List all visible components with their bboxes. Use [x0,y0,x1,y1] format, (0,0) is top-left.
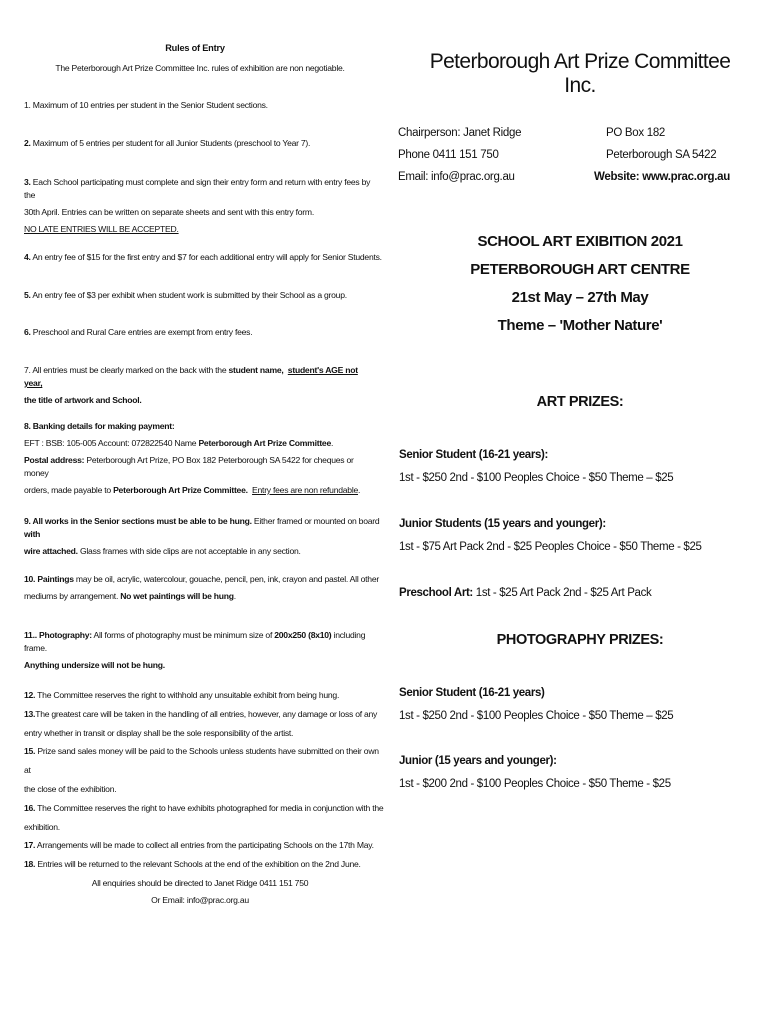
photo-senior-prizes: 1st - $250 2nd - $100 Peoples Choice - $50 Theme – $25 [399,710,674,722]
rule-2-text: Maximum of 5 entries per student for all Junior Students (preschool to Year 7). [30,138,311,148]
rule-16-number: 16. [24,802,36,813]
rule-3-text-c: NO LATE ENTRIES WILL BE ACCEPTED. [24,224,179,234]
rule-4-number: 4. [24,252,31,262]
rule-1: 1. Maximum of 10 entries per student in the Senior Student sections. [24,100,268,110]
rule-8-end: . [358,485,361,495]
enquiries-phone: All enquiries should be directed to Janet Ridge 0411 151 750 [91,878,309,888]
rule-16-text-b: exhibition. [24,821,60,832]
rule-11 [24,629,384,672]
rule-5-text: An entry fee of $3 per exhibit when student work is submitted by their School as a group. [30,290,347,300]
rule-11-text-c: 200x250 (8x10) [274,630,332,640]
art-junior-category: Junior Students (15 years and younger): [399,518,606,530]
photo-junior-prizes: 1st - $200 2nd - $100 Peoples Choice - $50 Theme - $25 [399,778,671,790]
rules-12-18 [24,686,384,874]
rule-15-number: 15. [24,746,36,757]
rule-8-postal-text: Peterborough Art Prize, PO Box 182 Peterborough SA 5422 for cheques or money [24,455,354,478]
contact-right [594,122,730,188]
photo-junior-category: Junior (15 years and younger): [399,755,557,767]
rule-9-text-d: wire attached. [24,546,78,556]
rule-10-text-d: No wet paintings will be hung [120,591,234,601]
rule-10-text-a: 10. Paintings [24,574,74,584]
rule-3-text-a: Each School participating must complete and sign their entry form and return with entry fees by the [24,177,371,200]
photo-junior [399,750,671,796]
preschool-art [399,583,651,601]
photo-senior-category: Senior Student (16-21 years) [399,687,545,699]
rule-10-text-c: mediums by arrangement. [24,591,121,601]
preschool-category: Preschool Art: [399,587,473,599]
rule-6-number: 6. [24,327,31,337]
art-senior [399,444,673,490]
rule-8-orders-name: Peterborough Art Prize Committee. [113,485,248,495]
rule-18 [24,855,384,874]
rule-3 [24,176,374,236]
rule-3-number: 3. [24,177,31,187]
rule-7 [24,364,374,407]
rules-heading: Rules of Entry [165,43,225,53]
rule-11-text-b: All forms of photography must be minimum size of [91,630,275,640]
rule-5-number: 5. [24,290,31,300]
enquiries [40,875,360,909]
exhibition-venue: PETERBOROUGH ART CENTRE [470,261,690,278]
rule-5 [24,289,347,302]
rule-6-text: Preschool and Rural Care entries are exempt from entry fees. [30,327,253,337]
rule-15-text-a: Prize sand sales money will be paid to the Schools unless students have submitted on their own at [24,746,379,776]
rule-17-number: 17. [24,840,36,851]
email: Email: info@prac.org.au [398,171,515,183]
rule-8-banking [24,420,374,497]
photo-prizes-heading: PHOTOGRAPHY PRIZES: [496,632,664,648]
rule-9-text-c: with [24,529,41,539]
art-junior-prizes: 1st - $75 Art Pack 2nd - $25 Peoples Choice - $50 Theme - $25 [399,541,702,553]
rule-16 [24,799,384,818]
rule-8-heading: 8. Banking details for making payment: [24,421,175,431]
rule-13-number: 13. [24,708,36,719]
rule-15 [24,742,384,780]
rules-subheading: The Peterborough Art Prize Committee Inc. rules of exhibition are non negotiable. [55,63,345,73]
photo-senior [399,682,673,728]
exhibition-dates: 21st May – 27th May [511,289,649,306]
rule-12-number: 12. [24,690,36,700]
rule-10 [24,573,384,603]
rule-8-eft-end: . [331,438,334,448]
chairperson: Chairperson: Janet Ridge [398,127,522,139]
po-city: Peterborough SA 5422 [606,149,717,161]
rule-2-number: 2. [24,138,31,148]
rule-7-student-age: student's AGE not year, [24,365,358,388]
rule-7-text-d: the title of artwork and School. [24,395,142,405]
rule-2 [24,137,310,150]
exhibition-title: SCHOOL ART EXIBITION 2021 [477,233,683,250]
rule-9-text-b: Either framed or mounted on board [251,516,380,526]
org-title: Peterborough Art Prize Committee Inc. [429,50,731,97]
rule-17 [24,836,384,855]
art-junior [399,513,702,559]
rule-7-student-name: student name, [228,365,284,375]
rule-4 [24,251,382,264]
po-box: PO Box 182 [606,127,666,139]
preschool-prizes: 1st - $25 Art Pack 2nd - $25 Art Pack [472,587,652,599]
rule-9-text-e: Glass frames with side clips are not acceptable in any section. [77,546,301,556]
rule-8-eft-name: Peterborough Art Prize Committee [198,438,331,448]
rule-13-text-a: The greatest care will be taken in the handling of all entries, however, any damage or loss of any [35,708,378,719]
rule-18-number: 18. [24,859,36,870]
rule-10-text-b: may be oil, acrylic, watercolour, gouache, pencil, pen, ink, crayon and pastel. All other [73,574,379,584]
rule-8-postal-label: Postal address: [24,455,85,465]
rule-16-text-a: The Committee reserves the right to have exhibits photographed for media in conjunction with the [35,802,384,813]
phone: Phone 0411 151 750 [398,149,499,161]
rule-12 [24,686,384,705]
art-senior-category: Senior Student (16-21 years): [399,449,548,461]
art-senior-prizes: 1st - $250 2nd - $100 Peoples Choice - $50 Theme – $25 [399,472,674,484]
rule-8-orders: orders, made payable to [24,485,114,495]
exhibition-theme: Theme – 'Mother Nature' [497,317,663,334]
rule-9 [24,515,384,558]
contact-left [398,122,521,188]
rule-12-text: The Committee reserves the right to withhold any unsuitable exhibit from being hung. [35,690,340,700]
rule-3-text-b: 30th April. Entries can be written on separate sheets and sent with this entry form. [24,207,314,217]
exhibition-block [420,228,740,340]
rule-8-nonrefund: Entry fees are non refundable [252,485,359,495]
art-prizes-heading: ART PRIZES: [536,394,624,410]
rule-9-text-a: 9. All works in the Senior sections must be able to be hung. [24,516,252,526]
rule-11-text-a: 11.. Photography: [24,630,92,640]
rule-13-text-b: entry whether in transit or display shall be the sole responsibility of the artist. [24,727,294,738]
rule-7-text-a: 7. All entries must be clearly marked on the back with the [24,365,229,375]
rule-6 [24,326,252,339]
rule-11-text-d: including frame. [24,630,366,653]
rule-13 [24,705,384,724]
rule-8-eft: EFT : BSB: 105-005 Account: 072822540 Name [24,438,199,448]
website: Website: www.prac.org.au [594,171,730,183]
rule-15-text-b: the close of the exhibition. [24,783,117,794]
enquiries-email: Or Email: info@prac.org.au [151,895,249,905]
rule-10-text-e: . [233,591,236,601]
rule-11-text-e: Anything undersize will not be hung. [24,660,165,670]
rule-17-text: Arrangements will be made to collect all entries from the participating Schools on the 17th May. [35,840,374,851]
rule-18-text: Entries will be returned to the relevant Schools at the end of the exhibition on the 2nd June. [35,859,361,870]
rule-4-text: An entry fee of $15 for the first entry and $7 for each additional entry will apply for Senior Students. [30,252,382,262]
